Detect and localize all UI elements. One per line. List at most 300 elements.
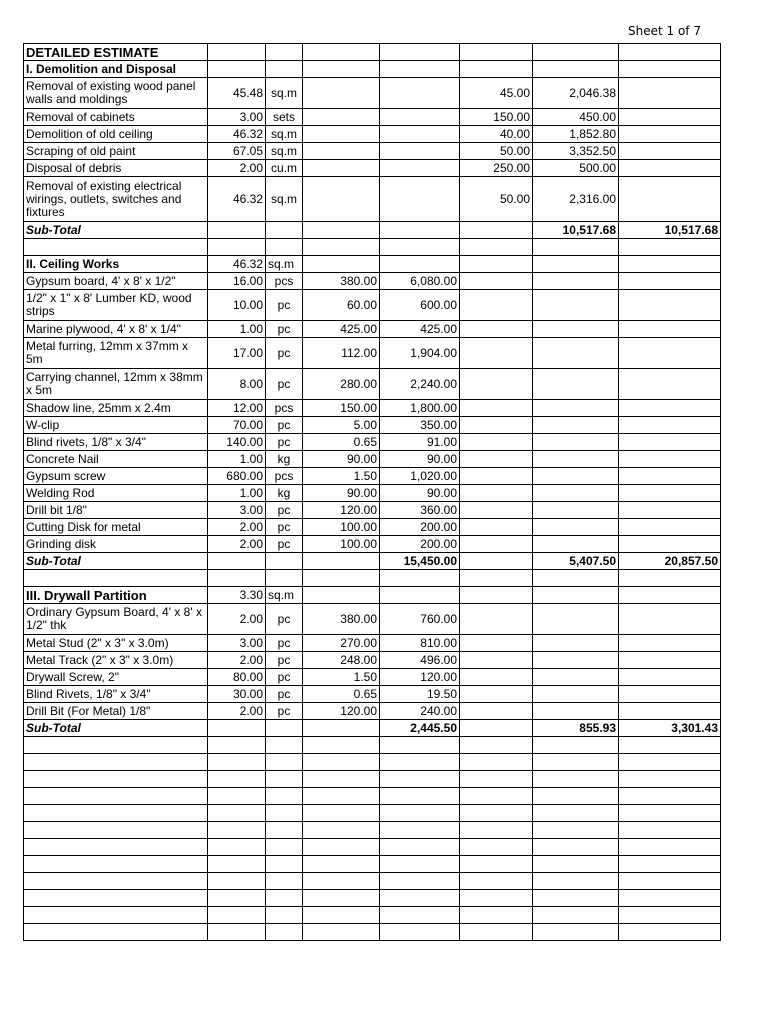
- description-cell: [24, 907, 208, 924]
- labor-cost-cell: [533, 61, 619, 78]
- unit-cell: pc: [266, 519, 303, 536]
- total-cost-cell: [619, 924, 721, 941]
- unit-cell: [266, 856, 303, 873]
- labor-cost-cell: [533, 502, 619, 519]
- labor-cost-cell: [533, 652, 619, 669]
- unit-price-cell: [303, 873, 380, 890]
- line-item-row: [24, 652, 721, 669]
- unit-price-cell: 150.00: [303, 400, 380, 417]
- labor-rate-cell: [460, 924, 533, 941]
- total-cost-cell: [619, 502, 721, 519]
- total-cost-cell: 3,301.43: [619, 720, 721, 737]
- quantity-cell: [208, 239, 266, 256]
- description-cell: [24, 924, 208, 941]
- unit-cell: sq.m: [266, 256, 303, 273]
- blank-row: [24, 239, 721, 256]
- unit-cell: pc: [266, 502, 303, 519]
- unit-cell: kg: [266, 485, 303, 502]
- material-cost-cell: 425.00: [380, 321, 460, 338]
- labor-rate-cell: [460, 61, 533, 78]
- labor-cost-cell: [533, 822, 619, 839]
- quantity-cell: 2.00: [208, 519, 266, 536]
- labor-rate-cell: [460, 468, 533, 485]
- quantity-cell: [208, 873, 266, 890]
- quantity-cell: 46.32: [208, 256, 266, 273]
- total-cost-cell: [619, 434, 721, 451]
- quantity-cell: [208, 737, 266, 754]
- labor-cost-cell: 2,316.00: [533, 177, 619, 222]
- quantity-cell: 2.00: [208, 160, 266, 177]
- line-item-row: [24, 669, 721, 686]
- material-cost-cell: [380, 126, 460, 143]
- labor-rate-cell: [460, 290, 533, 321]
- material-cost-cell: 90.00: [380, 451, 460, 468]
- unit-price-cell: [303, 222, 380, 239]
- labor-rate-cell: [460, 400, 533, 417]
- total-cost-cell: [619, 587, 721, 604]
- line-item-row: [24, 78, 721, 109]
- unit-cell: [266, 61, 303, 78]
- labor-cost-cell: [533, 519, 619, 536]
- unit-cell: [266, 890, 303, 907]
- unit-cell: sq.m: [266, 587, 303, 604]
- line-item-row: [24, 686, 721, 703]
- unit-price-cell: [303, 570, 380, 587]
- quantity-cell: 30.00: [208, 686, 266, 703]
- material-cost-cell: [380, 143, 460, 160]
- total-cost-cell: [619, 451, 721, 468]
- total-cost-cell: [619, 788, 721, 805]
- line-item-row: [24, 635, 721, 652]
- unit-cell: [266, 239, 303, 256]
- line-item-row: [24, 400, 721, 417]
- quantity-cell: [208, 822, 266, 839]
- material-cost-cell: [380, 822, 460, 839]
- total-cost-cell: [619, 907, 721, 924]
- line-item-row: [24, 502, 721, 519]
- unit-cell: [266, 222, 303, 239]
- unit-price-cell: [303, 256, 380, 273]
- unit-cell: pcs: [266, 273, 303, 290]
- material-cost-cell: 360.00: [380, 502, 460, 519]
- unit-cell: [266, 570, 303, 587]
- description-cell: [24, 754, 208, 771]
- unit-price-cell: [303, 553, 380, 570]
- labor-cost-cell: 10,517.68: [533, 222, 619, 239]
- unit-price-cell: 270.00: [303, 635, 380, 652]
- unit-cell: sq.m: [266, 78, 303, 109]
- labor-rate-cell: 250.00: [460, 160, 533, 177]
- quantity-cell: 1.00: [208, 321, 266, 338]
- unit-price-cell: [303, 143, 380, 160]
- unit-price-cell: [303, 856, 380, 873]
- labor-rate-cell: [460, 338, 533, 369]
- labor-rate-cell: [460, 686, 533, 703]
- labor-cost-cell: [533, 570, 619, 587]
- total-cost-cell: [619, 485, 721, 502]
- description-cell: Shadow line, 25mm x 2.4m: [24, 400, 208, 417]
- quantity-cell: 67.05: [208, 143, 266, 160]
- description-cell: Removal of cabinets: [24, 109, 208, 126]
- empty-row: [24, 788, 721, 805]
- unit-price-cell: [303, 839, 380, 856]
- labor-cost-cell: 5,407.50: [533, 553, 619, 570]
- material-cost-cell: 90.00: [380, 485, 460, 502]
- total-cost-cell: [619, 109, 721, 126]
- labor-cost-cell: [533, 924, 619, 941]
- total-cost-cell: [619, 468, 721, 485]
- labor-cost-cell: [533, 669, 619, 686]
- unit-cell: cu.m: [266, 160, 303, 177]
- description-cell: [24, 839, 208, 856]
- labor-cost-cell: [533, 686, 619, 703]
- material-cost-cell: 200.00: [380, 519, 460, 536]
- material-cost-cell: 600.00: [380, 290, 460, 321]
- labor-rate-cell: [460, 754, 533, 771]
- empty-row: [24, 805, 721, 822]
- blank-row: [24, 570, 721, 587]
- description-cell: Drywall Screw, 2": [24, 669, 208, 686]
- material-cost-cell: [380, 109, 460, 126]
- subtotal-row: [24, 553, 721, 570]
- labor-rate-cell: [460, 839, 533, 856]
- unit-cell: kg: [266, 451, 303, 468]
- labor-cost-cell: 855.93: [533, 720, 619, 737]
- material-cost-cell: 120.00: [380, 669, 460, 686]
- description-cell: Ordinary Gypsum Board, 4' x 8' x 1/2" thk: [24, 604, 208, 635]
- quantity-cell: 2.00: [208, 703, 266, 720]
- section-title: III. Drywall Partition: [24, 587, 208, 604]
- labor-cost-cell: [533, 321, 619, 338]
- unit-price-cell: 120.00: [303, 703, 380, 720]
- empty-row: [24, 907, 721, 924]
- line-item-row: [24, 604, 721, 635]
- quantity-cell: 1.00: [208, 451, 266, 468]
- total-cost-cell: [619, 652, 721, 669]
- unit-price-cell: 90.00: [303, 485, 380, 502]
- unit-price-cell: [303, 61, 380, 78]
- unit-price-cell: [303, 771, 380, 788]
- material-cost-cell: [380, 256, 460, 273]
- unit-cell: [266, 771, 303, 788]
- labor-rate-cell: [460, 417, 533, 434]
- quantity-cell: [208, 222, 266, 239]
- labor-rate-cell: [460, 652, 533, 669]
- description-cell: [24, 788, 208, 805]
- total-cost-cell: [619, 338, 721, 369]
- labor-rate-cell: [460, 604, 533, 635]
- unit-price-cell: 100.00: [303, 536, 380, 553]
- unit-cell: pc: [266, 290, 303, 321]
- unit-cell: [266, 907, 303, 924]
- total-cost-cell: [619, 417, 721, 434]
- labor-rate-cell: [460, 239, 533, 256]
- unit-cell: pc: [266, 669, 303, 686]
- quantity-cell: [208, 553, 266, 570]
- material-cost-cell: 19.50: [380, 686, 460, 703]
- unit-cell: pc: [266, 369, 303, 400]
- unit-price-cell: 0.65: [303, 434, 380, 451]
- unit-cell: pc: [266, 703, 303, 720]
- unit-price-cell: [303, 177, 380, 222]
- material-cost-cell: [380, 61, 460, 78]
- quantity-cell: [208, 924, 266, 941]
- unit-cell: [266, 839, 303, 856]
- description-cell: 1/2" x 1" x 8' Lumber KD, wood strips: [24, 290, 208, 321]
- total-cost-cell: [619, 177, 721, 222]
- labor-rate-cell: 50.00: [460, 143, 533, 160]
- description-cell: Welding Rod: [24, 485, 208, 502]
- description-cell: Gypsum board, 4' x 8' x 1/2": [24, 273, 208, 290]
- unit-cell: [266, 720, 303, 737]
- description-cell: Metal furring, 12mm x 37mm x 5m: [24, 338, 208, 369]
- material-cost-cell: [380, 587, 460, 604]
- total-cost-cell: [619, 273, 721, 290]
- section-header-row: [24, 256, 721, 273]
- labor-rate-cell: 150.00: [460, 109, 533, 126]
- total-cost-cell: 20,857.50: [619, 553, 721, 570]
- description-cell: [24, 856, 208, 873]
- unit-price-cell: 100.00: [303, 519, 380, 536]
- total-cost-cell: [619, 805, 721, 822]
- estimate-title: DETAILED ESTIMATE: [24, 44, 208, 61]
- empty-row: [24, 856, 721, 873]
- quantity-cell: 46.32: [208, 126, 266, 143]
- unit-cell: pc: [266, 686, 303, 703]
- quantity-cell: [208, 771, 266, 788]
- labor-cost-cell: [533, 856, 619, 873]
- labor-rate-cell: [460, 737, 533, 754]
- section-title: II. Ceiling Works: [24, 256, 208, 273]
- quantity-cell: 10.00: [208, 290, 266, 321]
- description-cell: Grinding disk: [24, 536, 208, 553]
- unit-cell: sq.m: [266, 177, 303, 222]
- total-cost-cell: [619, 604, 721, 635]
- line-item-row: [24, 290, 721, 321]
- labor-rate-cell: [460, 369, 533, 400]
- quantity-cell: 8.00: [208, 369, 266, 400]
- total-cost-cell: [619, 239, 721, 256]
- unit-price-cell: 90.00: [303, 451, 380, 468]
- material-cost-cell: [380, 856, 460, 873]
- description-cell: Drill Bit (For Metal) 1/8": [24, 703, 208, 720]
- estimate-table: [23, 43, 721, 941]
- total-cost-cell: [619, 686, 721, 703]
- description-cell: Sub-Total: [24, 720, 208, 737]
- unit-price-cell: [303, 924, 380, 941]
- description-cell: [24, 890, 208, 907]
- total-cost-cell: [619, 737, 721, 754]
- labor-cost-cell: [533, 451, 619, 468]
- unit-price-cell: [303, 109, 380, 126]
- empty-row: [24, 822, 721, 839]
- material-cost-cell: 496.00: [380, 652, 460, 669]
- total-cost-cell: [619, 321, 721, 338]
- quantity-cell: 140.00: [208, 434, 266, 451]
- material-cost-cell: 1,800.00: [380, 400, 460, 417]
- unit-price-cell: [303, 78, 380, 109]
- unit-cell: sets: [266, 109, 303, 126]
- unit-cell: pc: [266, 604, 303, 635]
- description-cell: Blind rivets, 1/8" x 3/4": [24, 434, 208, 451]
- labor-cost-cell: [533, 873, 619, 890]
- description-cell: Marine plywood, 4' x 8' x 1/4": [24, 321, 208, 338]
- unit-cell: [266, 754, 303, 771]
- unit-cell: pcs: [266, 468, 303, 485]
- description-cell: Demolition of old ceiling: [24, 126, 208, 143]
- unit-price-cell: 120.00: [303, 502, 380, 519]
- subtotal-row: [24, 222, 721, 239]
- title-row: [24, 44, 721, 61]
- unit-cell: sq.m: [266, 143, 303, 160]
- unit-cell: [266, 873, 303, 890]
- description-cell: Removal of existing electrical wirings, outlets, switches and fixtures: [24, 177, 208, 222]
- labor-cost-cell: 3,352.50: [533, 143, 619, 160]
- material-cost-cell: 91.00: [380, 434, 460, 451]
- unit-price-cell: 5.00: [303, 417, 380, 434]
- labor-cost-cell: 500.00: [533, 160, 619, 177]
- material-cost-cell: [380, 222, 460, 239]
- unit-price-cell: [303, 587, 380, 604]
- labor-cost-cell: [533, 788, 619, 805]
- labor-cost-cell: [533, 805, 619, 822]
- unit-price-cell: 1.50: [303, 468, 380, 485]
- description-cell: [24, 570, 208, 587]
- material-cost-cell: 760.00: [380, 604, 460, 635]
- material-cost-cell: 240.00: [380, 703, 460, 720]
- labor-rate-cell: [460, 536, 533, 553]
- material-cost-cell: [380, 924, 460, 941]
- total-cost-cell: [619, 856, 721, 873]
- material-cost-cell: 810.00: [380, 635, 460, 652]
- empty-row: [24, 873, 721, 890]
- unit-price-cell: 0.65: [303, 686, 380, 703]
- labor-cost-cell: [533, 239, 619, 256]
- quantity-cell: [208, 570, 266, 587]
- total-cost-cell: [619, 536, 721, 553]
- quantity-cell: 80.00: [208, 669, 266, 686]
- unit-cell: pc: [266, 417, 303, 434]
- description-cell: Removal of existing wood panel walls and moldings: [24, 78, 208, 109]
- quantity-cell: [208, 890, 266, 907]
- labor-rate-cell: [460, 856, 533, 873]
- unit-cell: [266, 822, 303, 839]
- empty-row: [24, 737, 721, 754]
- unit-price-cell: 248.00: [303, 652, 380, 669]
- labor-cost-cell: [533, 400, 619, 417]
- line-item-row: [24, 109, 721, 126]
- quantity-cell: 46.32: [208, 177, 266, 222]
- description-cell: [24, 771, 208, 788]
- description-cell: Gypsum screw: [24, 468, 208, 485]
- total-cost-cell: 10,517.68: [619, 222, 721, 239]
- labor-rate-cell: [460, 703, 533, 720]
- line-item-row: [24, 177, 721, 222]
- material-cost-cell: [380, 805, 460, 822]
- unit-price-cell: [303, 788, 380, 805]
- description-cell: Drill bit 1/8": [24, 502, 208, 519]
- description-cell: Carrying channel, 12mm x 38mm x 5m: [24, 369, 208, 400]
- labor-rate-cell: [460, 502, 533, 519]
- labor-rate-cell: [460, 788, 533, 805]
- unit-price-cell: [303, 737, 380, 754]
- total-cost-cell: [619, 143, 721, 160]
- quantity-cell: [208, 754, 266, 771]
- line-item-row: [24, 703, 721, 720]
- line-item-row: [24, 451, 721, 468]
- unit-price-cell: 380.00: [303, 273, 380, 290]
- material-cost-cell: 2,240.00: [380, 369, 460, 400]
- material-cost-cell: 6,080.00: [380, 273, 460, 290]
- material-cost-cell: [380, 737, 460, 754]
- total-cost-cell: [619, 839, 721, 856]
- material-cost-cell: [380, 160, 460, 177]
- labor-rate-cell: [460, 519, 533, 536]
- labor-rate-cell: [460, 907, 533, 924]
- total-cost-cell: [619, 890, 721, 907]
- total-cost-cell: [619, 78, 721, 109]
- empty-row: [24, 890, 721, 907]
- labor-cost-cell: [533, 338, 619, 369]
- material-cost-cell: [380, 239, 460, 256]
- unit-price-cell: 380.00: [303, 604, 380, 635]
- description-cell: Metal Stud (2" x 3" x 3.0m): [24, 635, 208, 652]
- unit-cell: pcs: [266, 400, 303, 417]
- unit-price-cell: 1.50: [303, 669, 380, 686]
- subtotal-row: [24, 720, 721, 737]
- labor-cost-cell: [533, 907, 619, 924]
- quantity-cell: 12.00: [208, 400, 266, 417]
- quantity-cell: 45.48: [208, 78, 266, 109]
- material-cost-cell: [380, 754, 460, 771]
- total-cost-cell: [619, 635, 721, 652]
- unit-price-cell: 280.00: [303, 369, 380, 400]
- labor-cost-cell: [533, 417, 619, 434]
- unit-price-cell: 60.00: [303, 290, 380, 321]
- description-cell: Cutting Disk for metal: [24, 519, 208, 536]
- labor-rate-cell: [460, 890, 533, 907]
- line-item-row: [24, 417, 721, 434]
- labor-rate-cell: [460, 256, 533, 273]
- description-cell: Blind Rivets, 1/8" x 3/4": [24, 686, 208, 703]
- unit-price-cell: [303, 160, 380, 177]
- section-title: I. Demolition and Disposal: [24, 61, 208, 78]
- material-cost-cell: 2,445.50: [380, 720, 460, 737]
- quantity-cell: 2.00: [208, 652, 266, 669]
- material-cost-cell: 15,450.00: [380, 553, 460, 570]
- unit-price-cell: [303, 822, 380, 839]
- labor-cost-cell: [533, 771, 619, 788]
- labor-cost-cell: [533, 839, 619, 856]
- unit-price-cell: [303, 805, 380, 822]
- labor-cost-cell: [533, 485, 619, 502]
- quantity-cell: [208, 839, 266, 856]
- total-cost-cell: [619, 771, 721, 788]
- labor-cost-cell: [533, 290, 619, 321]
- labor-cost-cell: [533, 737, 619, 754]
- unit-cell: [266, 553, 303, 570]
- labor-rate-cell: 45.00: [460, 78, 533, 109]
- line-item-row: [24, 468, 721, 485]
- quantity-cell: 16.00: [208, 273, 266, 290]
- total-cost-cell: [619, 822, 721, 839]
- unit-price-cell: 112.00: [303, 338, 380, 369]
- unit-price-cell: 425.00: [303, 321, 380, 338]
- labor-cost-cell: 450.00: [533, 109, 619, 126]
- quantity-cell: 2.00: [208, 536, 266, 553]
- labor-rate-cell: [460, 635, 533, 652]
- material-cost-cell: [380, 839, 460, 856]
